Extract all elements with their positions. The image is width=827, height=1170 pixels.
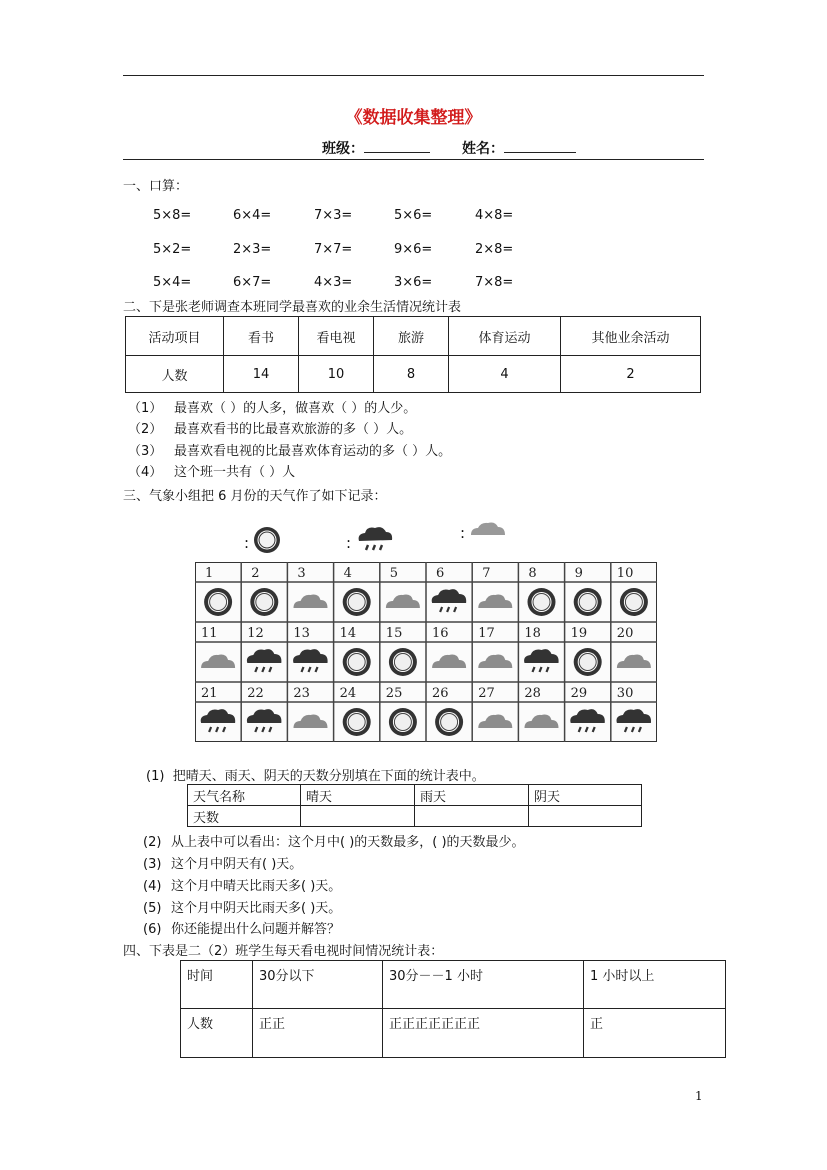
table-header-cell: 其他业余活动 [561, 317, 701, 356]
section3-heading: 三、气象小组把 6 月份的天气作了如下记录： [123, 489, 387, 504]
calendar-day-number: 27 [478, 686, 495, 701]
name-blank[interactable] [504, 140, 576, 153]
question-text: 这个班一共有（ ）人 [174, 465, 296, 480]
math-problem: 7×3= [314, 208, 353, 223]
table-row [181, 1009, 726, 1058]
table-header-cell: 30分－－1 小时 [383, 961, 584, 1009]
calendar-day-number: 14 [339, 626, 357, 641]
math-problem: 4×3= [314, 275, 353, 290]
question-number: (3) [143, 857, 162, 872]
question-text: 从上表中可以看出：这个月中( )的天数最多，( )的天数最少。 [171, 835, 525, 850]
calendar-day-number: 19 [570, 626, 588, 641]
calendar-day-number: 30 [616, 686, 634, 701]
table-header-cell: 晴天 [301, 785, 415, 806]
table-cell: 14 [224, 356, 299, 393]
math-problem: 4×8= [475, 208, 514, 223]
calendar-day-number: 24 [339, 686, 357, 701]
table-cell: 10 [299, 356, 374, 393]
sunny-icon [574, 588, 602, 616]
calendar-day-number: 4 [343, 566, 352, 581]
question [143, 897, 341, 916]
table-cell: 正 [584, 1009, 726, 1058]
section4-heading: 四、下表是二（2）班学生每天看电视时间情况统计表： [123, 944, 444, 959]
sunny-icon [343, 708, 371, 736]
sunny-icon [343, 648, 371, 676]
rainy-icon [355, 524, 395, 554]
question-text: 最喜欢（ ）的人多，做喜欢（ ）的人少。 [174, 401, 417, 416]
page-title: 《数据收集整理》 [345, 108, 482, 128]
calendar-day-number: 16 [432, 626, 449, 641]
question-number: （4） [128, 465, 163, 480]
table-row [188, 785, 642, 806]
table-row-label: 人数 [181, 1009, 253, 1058]
class-field [322, 138, 430, 158]
weather-calendar [195, 562, 657, 742]
answer-cell-cloudy[interactable] [529, 806, 642, 827]
question-number: (2) [143, 835, 162, 850]
sunny-icon [204, 588, 232, 616]
calendar-day-number: 13 [293, 626, 310, 641]
weather-legend [240, 524, 540, 560]
class-label: 班级： [322, 141, 364, 157]
legend-colon: : [346, 534, 352, 552]
question-number: (5) [143, 901, 162, 916]
calendar-day-number: 20 [616, 626, 634, 641]
weather-table [187, 784, 642, 827]
question [143, 831, 525, 850]
section1-heading: 一、口算： [123, 179, 189, 194]
table-header-cell: 天气名称 [188, 785, 301, 806]
question [146, 765, 485, 784]
question-text: 这个月中阴天比雨天多( )天。 [171, 901, 342, 916]
calendar-day-number: 2 [251, 566, 260, 581]
math-problem: 2×3= [233, 242, 272, 257]
table-row [188, 806, 642, 827]
calendar-day-number: 23 [293, 686, 310, 701]
table-cell: 4 [449, 356, 561, 393]
header-rule [123, 159, 704, 160]
math-problem: 5×2= [153, 242, 192, 257]
question-number: (6) [143, 922, 162, 937]
calendar-day-number: 18 [524, 626, 541, 641]
calendar-day-number: 15 [385, 626, 403, 641]
table-cell: 8 [374, 356, 449, 393]
class-blank[interactable] [364, 140, 430, 153]
calendar-day-number: 11 [201, 626, 218, 641]
calendar-day-number: 1 [205, 566, 214, 581]
sunny-icon [250, 588, 278, 616]
math-problem: 9×6= [394, 242, 433, 257]
table-cell: 正正 [253, 1009, 383, 1058]
question [128, 418, 412, 437]
calendar-day-number: 7 [482, 566, 491, 581]
calendar-day-number: 25 [385, 686, 403, 701]
table-header-cell: 时间 [181, 961, 253, 1009]
math-problem: 5×4= [153, 275, 192, 290]
table-row [126, 356, 701, 393]
math-problem: 7×7= [314, 242, 353, 257]
table-header-cell: 旅游 [374, 317, 449, 356]
sunny-icon [620, 588, 648, 616]
sunny-icon [574, 648, 602, 676]
math-problem: 5×8= [153, 208, 192, 223]
calendar-day-number: 26 [432, 686, 449, 701]
calendar-day-number: 10 [616, 566, 634, 581]
table-header-cell: 活动项目 [126, 317, 224, 356]
calendar-day-number: 6 [436, 566, 445, 581]
table-header-cell: 阴天 [529, 785, 642, 806]
calendar-day-number: 12 [247, 626, 264, 641]
table-header-cell: 雨天 [415, 785, 529, 806]
question-text: 这个月中阴天有( )天。 [171, 857, 303, 872]
question-number: (1) [146, 769, 165, 784]
sunny-icon [251, 524, 283, 556]
math-problem: 6×4= [233, 208, 272, 223]
page-number: 1 [695, 1089, 703, 1103]
legend-colon: : [244, 534, 250, 552]
calendar-day-number: 29 [570, 686, 588, 701]
table-row-label: 人数 [126, 356, 224, 393]
calendar-day-number: 5 [389, 566, 399, 581]
question-text: 最喜欢看电视的比最喜欢体育运动的多（ ）人。 [174, 444, 452, 459]
math-problem: 5×6= [394, 208, 433, 223]
calendar-day-number: 22 [247, 686, 264, 701]
table-header-cell: 看电视 [299, 317, 374, 356]
cloudy-icon [468, 520, 508, 540]
calendar-day-number: 3 [297, 566, 306, 581]
question [128, 440, 451, 459]
answer-cell-sunny[interactable] [301, 806, 415, 827]
table-header-cell: 体育运动 [449, 317, 561, 356]
question [143, 918, 340, 937]
sunny-icon [389, 708, 417, 736]
top-rule [123, 75, 704, 76]
question [128, 397, 416, 416]
name-field [462, 138, 576, 158]
question [143, 853, 302, 872]
question-number: （1） [128, 401, 163, 416]
question-text: 你还能提出什么问题并解答？ [171, 922, 341, 937]
sunny-icon [435, 708, 463, 736]
sunny-icon [528, 588, 556, 616]
table-header-cell: 30分以下 [253, 961, 383, 1009]
math-problem: 2×8= [475, 242, 514, 257]
section2-heading: 二、下是张老师调查本班同学最喜欢的业余生活情况统计表 [123, 300, 462, 315]
sunny-icon [343, 588, 371, 616]
question-text: 这个月中晴天比雨天多( )天。 [171, 879, 342, 894]
table-cell: 2 [561, 356, 701, 393]
question-text: 把晴天、雨天、阴天的天数分别填在下面的统计表中。 [172, 769, 485, 784]
question-number: （2） [128, 422, 163, 437]
table-header-cell: 看书 [224, 317, 299, 356]
calendar-day-number: 17 [478, 626, 495, 641]
math-problem: 7×8= [475, 275, 514, 290]
question-text: 最喜欢看书的比最喜欢旅游的多（ ）人。 [174, 422, 413, 437]
question [128, 461, 295, 480]
calendar-day-number: 9 [574, 566, 583, 581]
legend-colon: : [460, 524, 466, 542]
table-row-label: 天数 [188, 806, 301, 827]
question-number: （3） [128, 444, 163, 459]
table-header-cell: 1 小时以上 [584, 961, 726, 1009]
tv-time-table [180, 960, 726, 1058]
math-problem: 3×6= [394, 275, 433, 290]
math-problem: 6×7= [233, 275, 272, 290]
question-number: (4) [143, 879, 162, 894]
sunny-icon [389, 648, 417, 676]
table-row [126, 317, 701, 356]
calendar-day-number: 28 [524, 686, 541, 701]
table-cell: 正正正正正正正 [383, 1009, 584, 1058]
answer-cell-rainy[interactable] [415, 806, 529, 827]
name-label: 姓名： [462, 141, 504, 157]
question [143, 875, 341, 894]
calendar-day-number: 8 [528, 566, 537, 581]
table-row [181, 961, 726, 1009]
calendar-day-number: 21 [201, 686, 218, 701]
activity-table [125, 316, 701, 393]
